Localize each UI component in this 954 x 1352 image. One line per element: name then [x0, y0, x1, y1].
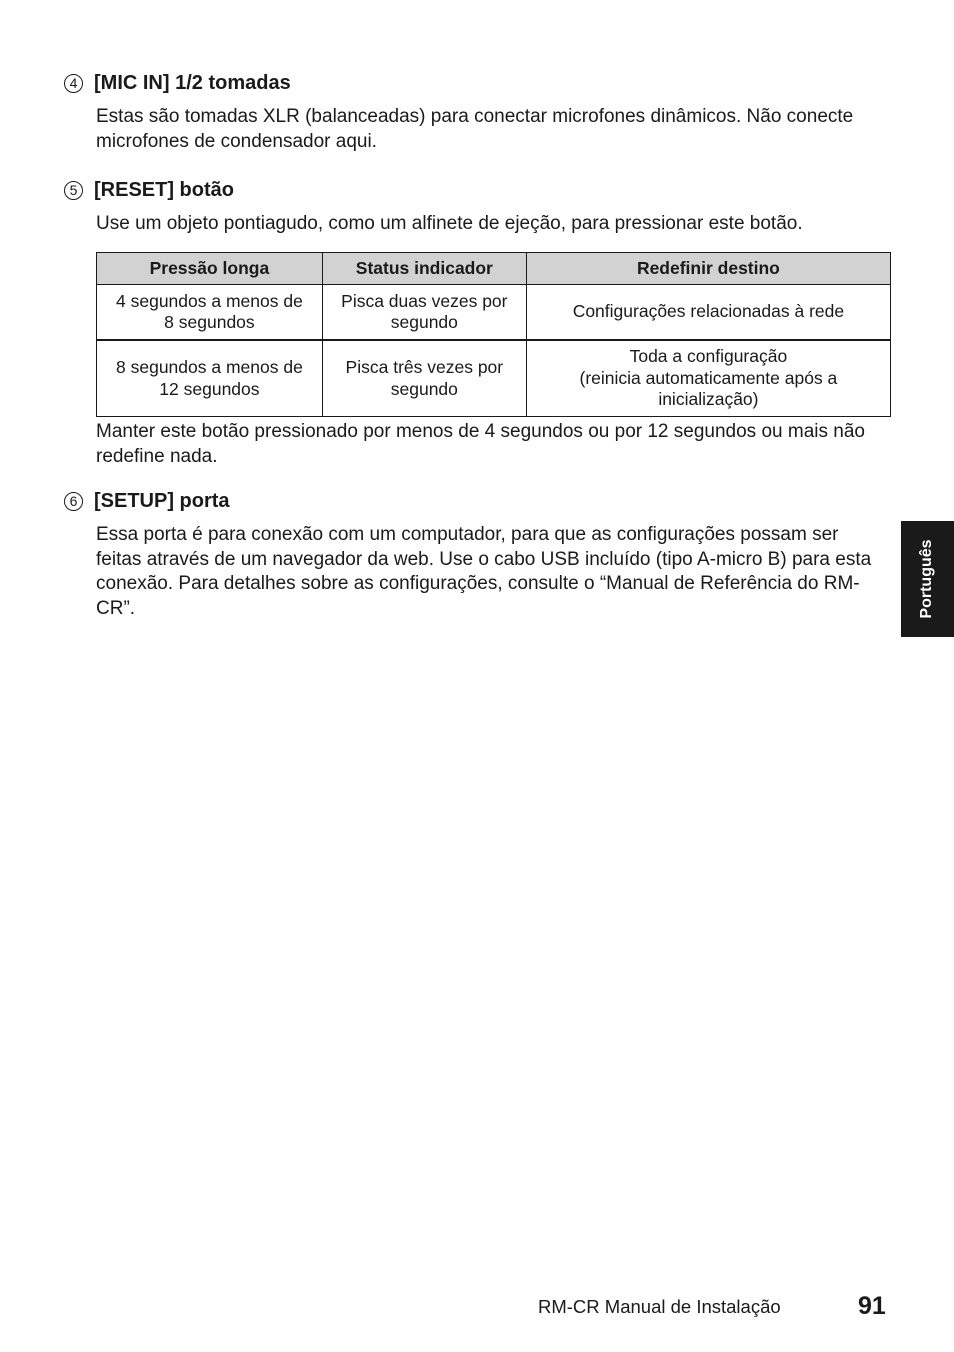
section-paragraph: Use um objeto pontiagudo, como um alfinete de ejeção, para pressionar este botão. — [96, 213, 803, 234]
cell-line: 8 segundos a menos de — [116, 357, 303, 377]
section-paragraph: Essa porta é para conexão com um computador, para que as configurações possam ser feitas através de um navegador da web. Use o cabo USB incluído (tipo A-micro B) para esta conexão. Para detalhes sobre as configurações, consulte o “Manual de Referência do RM-CR”. — [96, 524, 872, 619]
table-header-row — [97, 253, 891, 285]
table-cell — [526, 285, 890, 341]
section-heading-reset — [64, 178, 234, 202]
table-header-cell: Status indicador — [322, 253, 526, 285]
cell-line: Pisca duas vezes por — [341, 290, 508, 311]
cell-line: 4 segundos a menos de — [116, 290, 303, 311]
section-heading-mic-in — [64, 71, 291, 95]
language-side-tab — [901, 521, 954, 637]
table-row — [97, 285, 891, 341]
page-number: 91 — [858, 1292, 886, 1320]
cell-line: segundo — [390, 312, 458, 332]
cell-line: Configurações relacionadas à rede — [572, 301, 845, 322]
footer-manual-title: RM-CR Manual de Instalação — [538, 1296, 781, 1317]
table-cell — [97, 285, 323, 341]
cell-line: Toda a configuração — [629, 346, 788, 367]
cell-line: 12 segundos — [159, 378, 260, 399]
section-number-badge: 4 — [64, 74, 83, 93]
table-row — [97, 340, 891, 417]
table-header-cell: Redefinir destino — [526, 253, 890, 285]
table-cell — [526, 340, 890, 417]
section-title: [MIC IN] 1/2 tomadas — [94, 72, 291, 94]
section-title: [SETUP] porta — [94, 490, 230, 512]
section-paragraph: Manter este botão pressionado por menos de 4 segundos ou por 12 segundos ou mais não redefine nada. — [96, 421, 865, 467]
section-title: [RESET] botão — [94, 179, 234, 201]
cell-line: 8 segundos — [164, 312, 255, 332]
section-paragraph: Estas são tomadas XLR (balanceadas) para conectar microfones dinâmicos. Não conecte microfones de condensador aqui. — [96, 106, 854, 152]
cell-line: inicialização) — [658, 389, 759, 410]
table-header-cell: Pressão longa — [97, 253, 323, 285]
section-heading-setup — [64, 489, 230, 513]
cell-line: Pisca três vezes por — [345, 357, 504, 377]
section-number-badge: 5 — [64, 181, 83, 200]
cell-line: segundo — [390, 378, 458, 399]
reset-table — [96, 252, 891, 417]
table-cell — [97, 340, 323, 417]
table-cell — [322, 340, 526, 417]
cell-line: (reinicia automaticamente após a — [579, 367, 838, 388]
section-number-badge: 6 — [64, 492, 83, 511]
table-cell — [322, 285, 526, 341]
language-tab-label: Português — [918, 539, 935, 619]
